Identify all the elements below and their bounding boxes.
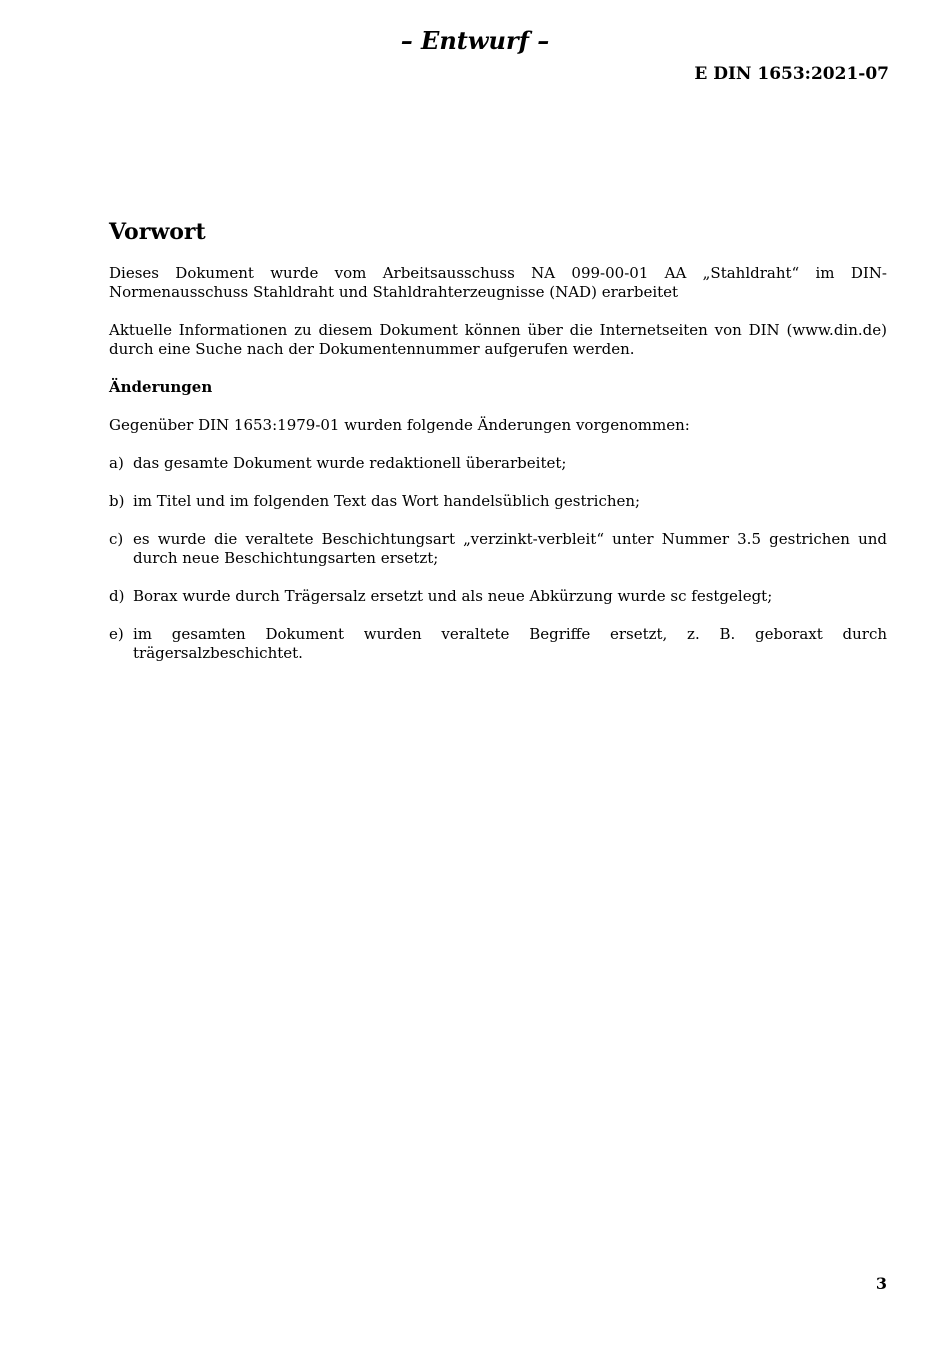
list-marker: c) (109, 530, 124, 548)
draft-mark: – Entwurf – (400, 26, 550, 55)
list-text: Borax wurde durch Trägersalz ersetzt und als neue Abkürzung wurde sc festgelegt; (133, 587, 773, 605)
change-item-b (109, 492, 887, 511)
paragraph-information: Aktuelle Informationen zu diesem Dokument können über die Internetseiten von DIN (www.din.de) durch eine Suche nach der Dokumentennummer aufgerufen werden. (109, 321, 887, 358)
page-number: 3 (875, 1274, 887, 1293)
list-marker: e) (109, 625, 124, 643)
list-text: das gesamte Dokument wurde redaktionell überarbeitet; (133, 454, 567, 472)
changes-heading: Änderungen (109, 378, 213, 396)
list-text: im Titel und im folgenden Text das Wort handelsüblich gestrichen; (133, 492, 641, 510)
change-item-c (109, 530, 887, 568)
list-marker: d) (109, 587, 125, 605)
list-marker: b) (109, 492, 125, 510)
change-item-a (109, 454, 887, 473)
list-text: es wurde die veraltete Beschichtungsart „verzinkt-verbleit“ unter Nummer 3.5 gestrichen und durch neue Beschichtungsarten ersetzt; (133, 530, 887, 567)
foreword-title: Vorwort (109, 219, 206, 245)
list-marker: a) (109, 454, 124, 472)
list-text: im gesamten Dokument wurden veraltete Begriffe ersetzt, z. B. geboraxt durch trägersalzbeschichtet. (133, 625, 887, 662)
change-item-e (109, 625, 887, 663)
change-item-d (109, 587, 887, 606)
foreword-section (109, 218, 887, 682)
document-id: E DIN 1653:2021-07 (694, 64, 889, 84)
changes-intro: Gegenüber DIN 1653:1979-01 wurden folgende Änderungen vorgenommen: (109, 416, 690, 434)
paragraph-committee: Dieses Dokument wurde vom Arbeitsausschuss NA 099-00-01 AA „Stahldraht“ im DIN-Normenausschuss Stahldraht und Stahldrahterzeugnisse (NAD) erarbeitet (109, 264, 887, 301)
